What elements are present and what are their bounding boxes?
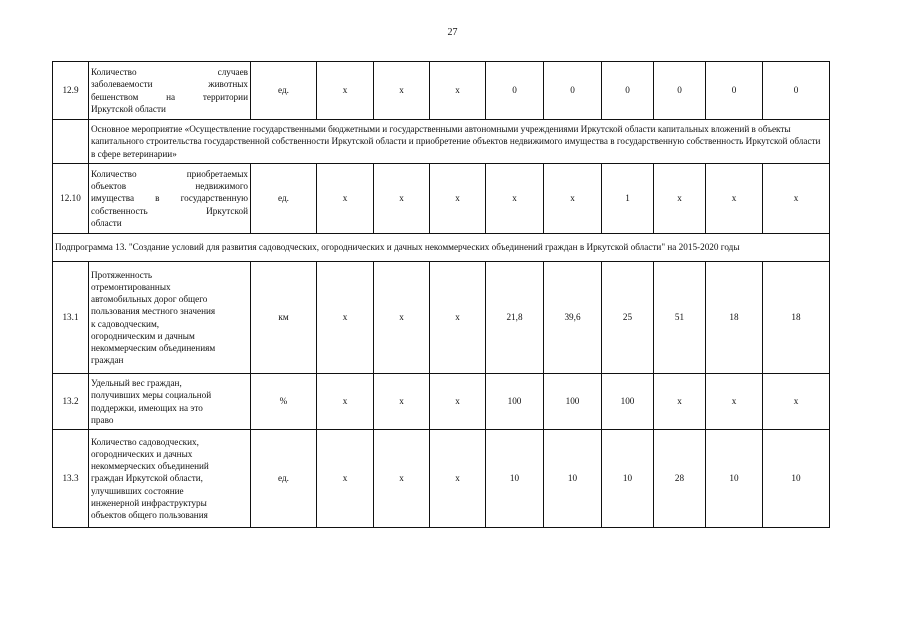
value-cell: х xyxy=(317,374,374,430)
row-number: 13.1 xyxy=(53,262,89,374)
indicator-name-line: право xyxy=(91,414,114,425)
indicator-name-line: огородническим и дачным xyxy=(91,330,195,341)
value-cell: 10 xyxy=(706,430,763,528)
indicator-name xyxy=(89,262,251,374)
subprogram-row xyxy=(53,234,830,262)
value-cell: х xyxy=(430,262,486,374)
indicator-name xyxy=(89,430,251,528)
value-cell: х xyxy=(430,62,486,120)
value-cell: 0 xyxy=(763,62,830,120)
value-cell: х xyxy=(430,430,486,528)
empty-number-cell xyxy=(53,120,89,164)
value-cell: 10 xyxy=(763,430,830,528)
indicator-name-line: некоммерческим объединениям xyxy=(91,342,216,353)
value-cell: х xyxy=(654,164,706,234)
value-cell: 51 xyxy=(654,262,706,374)
table-row xyxy=(53,374,830,430)
indicator-name-line: области xyxy=(91,217,122,228)
value-cell: х xyxy=(317,262,374,374)
indicator-name xyxy=(89,374,251,430)
indicator-name xyxy=(89,62,251,120)
table-row xyxy=(53,164,830,234)
value-cell: х xyxy=(374,374,430,430)
indicator-name-line: Иркутской области xyxy=(91,103,166,114)
row-number: 13.3 xyxy=(53,430,89,528)
unit-cell: ед. xyxy=(251,62,317,120)
indicator-name-line: отремонтированных xyxy=(91,281,171,292)
unit-cell: ед. xyxy=(251,430,317,528)
indicator-name-line: бешенством на территории xyxy=(91,91,248,102)
indicator-name-line: Протяженность xyxy=(91,269,153,280)
value-cell: 100 xyxy=(602,374,654,430)
value-cell: х xyxy=(430,164,486,234)
row-number: 12.10 xyxy=(53,164,89,234)
indicator-name-line: объектов общего пользования xyxy=(91,510,208,520)
value-cell: 10 xyxy=(602,430,654,528)
page-number: 27 xyxy=(447,27,458,38)
row-number: 12.9 xyxy=(53,62,89,120)
value-cell: 28 xyxy=(654,430,706,528)
indicator-name-line: объектов недвижимого xyxy=(91,181,248,192)
value-cell: 100 xyxy=(486,374,544,430)
indicator-name-line: к садоводческим, xyxy=(91,318,160,329)
indicator-name-line: улучшивших состояние xyxy=(91,485,184,496)
table-row xyxy=(53,62,830,120)
table-row xyxy=(53,262,830,374)
value-cell: х xyxy=(763,164,830,234)
value-cell: 0 xyxy=(486,62,544,120)
value-cell: х xyxy=(486,164,544,234)
value-cell: 10 xyxy=(486,430,544,528)
indicator-name-line: инженерной инфраструктуры xyxy=(91,497,207,508)
indicator-name-line: имущества в государственную xyxy=(91,193,248,204)
value-cell: 0 xyxy=(544,62,602,120)
subprogram-title: Подпрограмма 13. "Создание условий для развития садоводческих, огороднических и дачных некоммерческих объединений граждан в Иркутской области" на 2015-2020 годы xyxy=(53,234,830,262)
value-cell: 1 xyxy=(602,164,654,234)
value-cell: 18 xyxy=(763,262,830,374)
value-cell: 21,8 xyxy=(486,262,544,374)
indicator-name-line: заболеваемости животных xyxy=(91,79,248,90)
value-cell: х xyxy=(706,374,763,430)
main-event-text: Основное мероприятие «Осуществление государственными бюджетными и государственными автономными учреждениями Иркутской области капитальных вложений в объекты капитального строительства государственной собственности Иркутской области и приобретение объектов недвижимого имущества в государственную собственность Иркутской области в сфере ветеринарии» xyxy=(89,120,830,164)
value-cell: х xyxy=(374,430,430,528)
value-cell: х xyxy=(706,164,763,234)
indicator-name-line: огороднических и дачных xyxy=(91,448,193,459)
value-cell: 0 xyxy=(654,62,706,120)
value-cell: х xyxy=(430,374,486,430)
indicator-name-line: граждан Иркутской области, xyxy=(91,473,203,484)
value-cell: х xyxy=(374,262,430,374)
value-cell: х xyxy=(317,164,374,234)
row-number: 13.2 xyxy=(53,374,89,430)
indicator-name-line: собственность Иркутской xyxy=(91,205,248,216)
value-cell: х xyxy=(317,430,374,528)
value-cell: х xyxy=(317,62,374,120)
value-cell: 39,6 xyxy=(544,262,602,374)
value-cell: х xyxy=(654,374,706,430)
value-cell: х xyxy=(544,164,602,234)
table-row xyxy=(53,430,830,528)
indicator-name-line: поддержки, имеющих на это xyxy=(91,402,203,413)
value-cell: 18 xyxy=(706,262,763,374)
unit-cell: км xyxy=(251,262,317,374)
indicator-name-line: Количество садоводческих, xyxy=(91,436,199,447)
indicator-name-line: пользования местного значения xyxy=(91,306,216,317)
indicator-name-line: Удельный вес граждан, xyxy=(91,378,182,389)
value-cell: х xyxy=(374,164,430,234)
value-cell: 0 xyxy=(602,62,654,120)
value-cell: 100 xyxy=(544,374,602,430)
value-cell: 25 xyxy=(602,262,654,374)
value-cell: 0 xyxy=(706,62,763,120)
indicator-name-line: некоммерческих объединений xyxy=(91,461,209,472)
value-cell: х xyxy=(374,62,430,120)
indicator-name-line: Количество приобретаемых xyxy=(91,168,248,179)
value-cell: х xyxy=(763,374,830,430)
unit-cell: ед. xyxy=(251,164,317,234)
main-event-row xyxy=(53,120,830,164)
unit-cell: % xyxy=(251,374,317,430)
indicator-name-line: автомобильных дорог общего xyxy=(91,294,208,305)
indicator-name xyxy=(89,164,251,234)
indicator-name-line: Количество случаев xyxy=(91,67,248,78)
value-cell: 10 xyxy=(544,430,602,528)
indicator-name-line: получивших меры социальной xyxy=(91,390,212,401)
indicators-table xyxy=(52,61,830,528)
indicator-name-line: граждан xyxy=(91,355,124,366)
